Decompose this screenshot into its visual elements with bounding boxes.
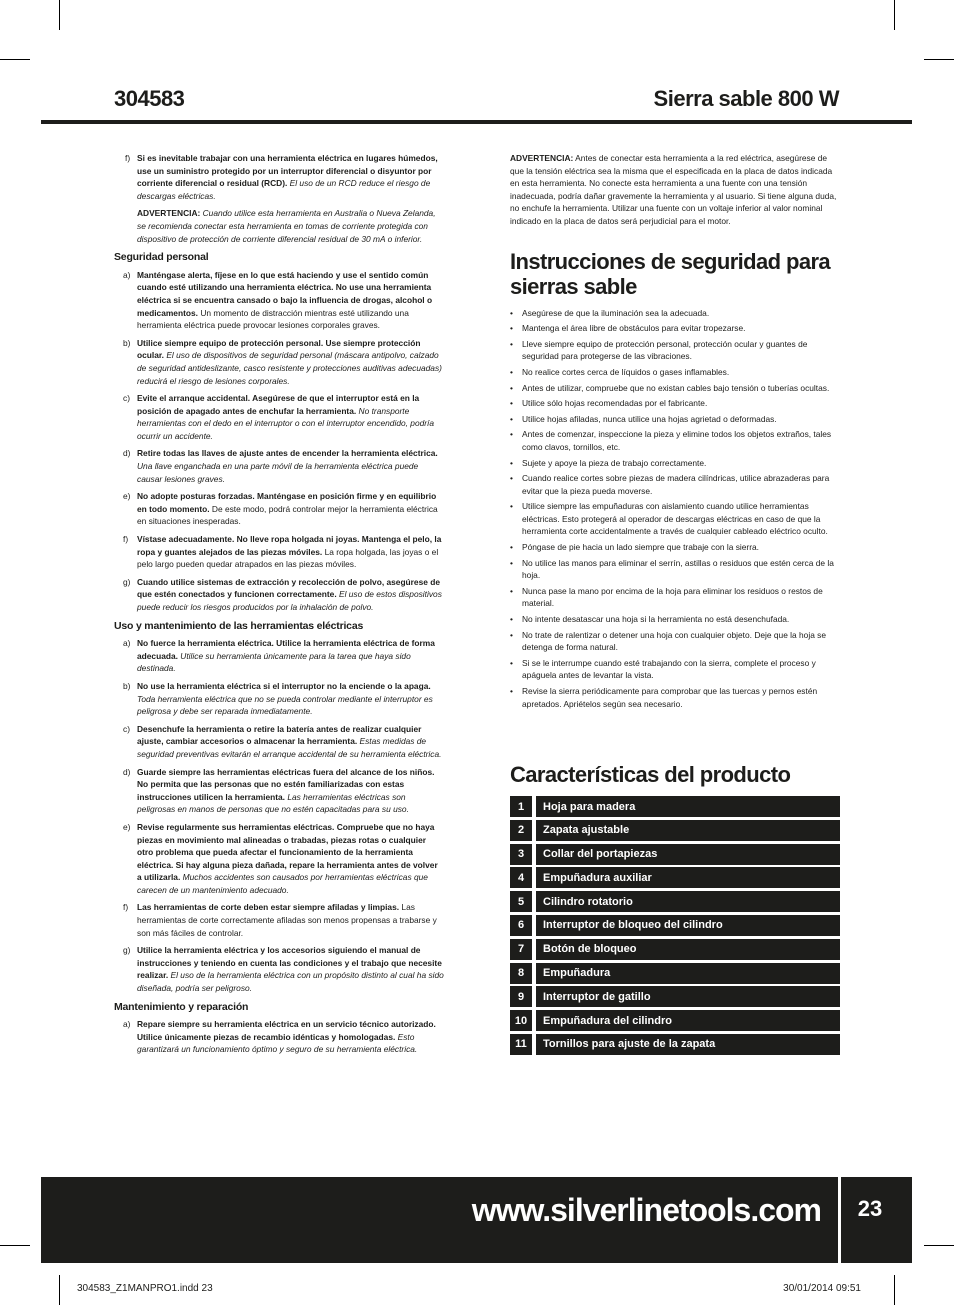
crop-mark xyxy=(894,1275,895,1305)
feature-row xyxy=(510,939,840,960)
features-heading: Características del producto xyxy=(510,762,791,787)
item-text: De este modo, podrá controlar mejor la herramienta eléctrica en situaciones inesperadas. xyxy=(137,503,438,527)
crop-mark xyxy=(0,59,30,60)
item-text: Las herramientas eléctricas son peligrosas en manos de personas que no estén capacitadas para su uso. xyxy=(137,791,409,815)
safety-bullets xyxy=(510,307,840,711)
feature-label: Interruptor de gatillo xyxy=(536,986,840,1007)
section-title-personal: Seguridad personal xyxy=(114,251,209,264)
list-item xyxy=(114,269,444,332)
list-item xyxy=(114,533,444,571)
item-text: Las herramientas de corte correctamente afiladas son menos propensas a trabarse y son más fáciles de controlar. xyxy=(137,902,437,938)
item-label: g) xyxy=(123,576,131,587)
feature-label: Empuñadura xyxy=(536,963,840,984)
item-text: Toda herramienta eléctrica que no se pueda controlar mediante el interruptor es peligrosa y debe ser reparada inmediatamente. xyxy=(137,693,433,717)
list-item xyxy=(114,821,444,897)
item-bold-text: Manténgase alerta, fíjese en lo que está haciendo y use el sentido común cuando esté utilizando una herramienta eléctrica. No use una herramienta eléctrica si se encuentra cansado o bajo la influencia de drogas, alcohol o medicamentos. xyxy=(137,269,433,318)
crop-mark xyxy=(924,1245,954,1246)
item-bold-text: Retire todas las llaves de ajuste antes de encender la herramienta eléctrica. xyxy=(137,448,438,459)
features-table xyxy=(510,796,840,1058)
item-label: c) xyxy=(123,393,130,404)
bullet-item: • Antes de comenzar, inspeccione la pieza y elimine todos los objetos extraños, tales como clavos, tornillos, etc. xyxy=(510,428,840,453)
bullet-item: • No trate de ralentizar o detener una hoja con cualquier objeto. Deje que la hoja se detenga de forma natural. xyxy=(510,629,840,654)
list-item xyxy=(114,766,444,816)
slug-filename: 304583_Z1MANPRO1.indd 23 xyxy=(77,1283,213,1294)
list-item xyxy=(114,944,444,994)
feature-row xyxy=(510,963,840,984)
bullet-item: • No realice cortes cerca de líquidos o gases inflamables. xyxy=(510,366,840,379)
item-label: d) xyxy=(123,448,131,459)
feature-label: Collar del portapiezas xyxy=(536,844,840,865)
list-item xyxy=(114,680,444,718)
item-label: f) xyxy=(123,902,129,913)
australia-warning: ADVERTENCIA: Cuando utilice esta herramienta en Australia o Nueva Zelanda, se recomienda conectar esta herramienta en tomas de corriente protegida con dispositivo de protección de corriente diferencial residual de 30 mA o inferior. xyxy=(137,208,436,244)
item-text: Muchos accidentes son causados por herramientas eléctricas que carecen de un mantenimiento adecuado. xyxy=(137,872,428,895)
list-item xyxy=(114,576,444,614)
page-title: Sierra sable 800 W xyxy=(653,86,839,111)
rcd-item: f) Si es inevitable trabajar con una herramienta eléctrica en lugares húmedos, use un suministro protegido por un interruptor diferencial o disyuntor por corriente diferencial o residual (RCD). El uso de un RCD reduce el riesgo de descargas eléctricas. xyxy=(125,153,438,201)
repair-list xyxy=(114,1018,444,1056)
feature-number: 1 xyxy=(510,796,532,817)
item-bold-text: Utilice siempre equipo de protección personal. Use siempre protección ocular. xyxy=(137,337,421,361)
item-text: El uso de la herramienta eléctrica con un propósito distinto al cual ha sido diseñada, podría ser peligroso. xyxy=(137,970,444,994)
item-text: El uso de estos dispositivos puede reducir los riesgos producidos por la inhalación de polvo. xyxy=(137,589,442,612)
feature-row xyxy=(510,1034,840,1055)
feature-row xyxy=(510,986,840,1007)
feature-row xyxy=(510,867,840,888)
item-bold-text: Guarde siempre las herramientas eléctricas fuera del alcance de los niños. No permita que las personas que no estén familiarizadas con estas instrucciones utilicen la herramienta. xyxy=(137,766,435,802)
bullet-item: • Utilice hojas afiladas, nunca utilice una hojas agrietad o deformadas. xyxy=(510,413,840,426)
item-label: e) xyxy=(123,821,131,832)
crop-mark xyxy=(894,0,895,30)
item-label: a) xyxy=(123,1019,131,1030)
item-bold-text: Revise regularmente sus herramientas eléctricas. Compruebe que no haya piezas en movimiento mal alineadas o trabadas, piezas rotas o cualquier otro problema que pueda afectar el funcionamiento de la herramienta eléctrica. Si hay alguna pieza dañada, repare la herramienta antes de volver a utilizarla. xyxy=(137,821,438,883)
item-bold-text: Evite el arranque accidental. Asegúrese de que el interruptor está en la posición de apagado antes de enchufar la herramienta. xyxy=(137,393,420,416)
slug-date: 30/01/2014 09:51 xyxy=(783,1283,861,1294)
item-text: Una llave enganchada en una parte móvil de la herramienta eléctrica puede causar lesiones graves. xyxy=(137,461,419,484)
product-code: 304583 xyxy=(114,86,185,111)
feature-number: 4 xyxy=(510,867,532,888)
feature-row xyxy=(510,915,840,936)
bullet-item: • Sujete y apoye la pieza de trabajo correctamente. xyxy=(510,457,840,470)
bullet-item: • Revise la sierra periódicamente para comprobar que las tuercas y pernos estén apretados. Apriételos según sea necesario. xyxy=(510,685,840,710)
bullet-item: • No intente desatascar una hoja si la herramienta no está desenchufada. xyxy=(510,613,840,626)
feature-number: 7 xyxy=(510,939,532,960)
bullet-item: • Asegúrese de que la iluminación sea la adecuada. xyxy=(510,307,840,320)
bullet-item: • Utilice sólo hojas recomendadas por el fabricante. xyxy=(510,397,840,410)
crop-mark xyxy=(924,59,954,60)
safety-heading: Instrucciones de seguridad para sierras sable xyxy=(510,248,831,299)
feature-label: Zapata ajustable xyxy=(536,820,840,841)
crop-mark xyxy=(0,1245,30,1246)
feature-label: Interruptor de bloqueo del cilindro xyxy=(536,915,840,936)
list-item xyxy=(114,447,444,485)
bullet-item: • Póngase de pie hacia un lado siempre que trabaje con la sierra. xyxy=(510,541,840,554)
feature-number: 5 xyxy=(510,891,532,912)
item-text: Un momento de distracción mientras esté utilizando una herramienta eléctrica puede provocar lesiones corporales graves. xyxy=(137,307,409,331)
feature-row xyxy=(510,844,840,865)
feature-row xyxy=(510,820,840,841)
item-bold-text: Repare siempre su herramienta eléctrica en un servicio técnico autorizado. Utilice únicamente piezas de recambio idénticas y homologadas. xyxy=(137,1019,436,1042)
bullet-item: • Mantenga el área libre de obstáculos para evitar tropezarse. xyxy=(510,322,840,335)
bullet-item: • Nunca pase la mano por encima de la hoja para eliminar los residuos o restos de material. xyxy=(510,585,840,610)
item-text: El uso de dispositivos de seguridad personal (máscara antipolvo, calzado de seguridad antideslizante, casco resistente y protecciones auditivas adecuadas) reducirá el riesgo de lesiones corporales. xyxy=(137,350,442,386)
item-text: No transporte herramientas con el dedo en el interruptor o con el interruptor encendido, podría ocurrir un accidente. xyxy=(137,405,435,441)
item-label: d) xyxy=(123,766,131,777)
item-text: Utilice su herramienta únicamente para la tarea que haya sido destinada. xyxy=(137,650,411,674)
header-rule xyxy=(41,120,912,124)
feature-row xyxy=(510,1010,840,1031)
item-label: f) xyxy=(123,534,129,545)
list-item xyxy=(114,392,444,442)
bullet-item: • Lleve siempre equipo de protección personal, protección ocular y guantes de seguridad para protegerse de las vibraciones. xyxy=(510,338,840,363)
left-column xyxy=(114,152,444,1061)
feature-label: Cilindro rotatorio xyxy=(536,891,840,912)
list-item xyxy=(114,723,444,761)
feature-number: 11 xyxy=(510,1034,532,1055)
section-title-use: Uso y mantenimiento de las herramientas eléctricas xyxy=(114,619,364,632)
bullet-item: • Antes de utilizar, compruebe que no existan cables bajo tensión o tuberías ocultas. xyxy=(510,382,840,395)
item-label: c) xyxy=(123,723,130,734)
item-label: b) xyxy=(123,680,131,691)
item-label: g) xyxy=(123,945,131,956)
list-item xyxy=(114,901,444,939)
feature-label: Botón de bloqueo xyxy=(536,939,840,960)
item-bold-text: No adopte posturas forzadas. Manténgase en posición firme y en equilibrio en todo momento. xyxy=(137,491,437,514)
item-bold-text: Utilice la herramienta eléctrica y los accesorios siguiendo el manual de instrucciones y teniendo en cuenta las condiciones y el trabajo que necesite realizar. xyxy=(137,945,442,981)
feature-label: Hoja para madera xyxy=(536,796,840,817)
page-number: 23 xyxy=(857,1196,883,1221)
feature-label: Tornillos para ajuste de la zapata xyxy=(536,1034,840,1055)
mains-warning: ADVERTENCIA: Antes de conectar esta herramienta a la red eléctrica, asegúrese de que la tensión eléctrica sea la misma que el especificada en la placa de datos indicada en esta herramienta. No conecte esta herramienta a una fuente con una tensión inadecuada, podría dañar gravemente la herramienta y al usuario. Si tiene alguna duda, no enchufe la herramienta. Utilizar una fuente con un voltaje inferior al valor nominal indicado en la placa de datos será perjudicial para el motor. xyxy=(510,153,837,226)
bullet-item: • Cuando realice cortes sobre piezas de madera cilíndricas, utilice abrazaderas para evitar que la pieza pueda moverse. xyxy=(510,472,840,497)
item-bold-text: No use la herramienta eléctrica si el interruptor no la enciende o la apaga. xyxy=(137,680,431,691)
list-item xyxy=(114,637,444,675)
item-text: Esto garantizará un funcionamiento óptimo y seguro de su herramienta eléctrica. xyxy=(137,1031,418,1055)
section-title-maintenance: Mantenimiento y reparación xyxy=(114,1000,249,1013)
item-bold-text: Desenchufe la herramienta o retire la batería antes de realizar cualquier ajuste, cambiar accesorios o almacenar la herramienta. xyxy=(137,723,422,747)
list-item xyxy=(114,490,444,528)
item-label: b) xyxy=(123,337,131,348)
item-bold-text: Las herramientas de corte deben estar siempre afiladas y limpias. xyxy=(137,902,400,913)
item-bold-text: Cuando utilice sistemas de extracción y recolección de polvo, asegúrese de que estén conectados y funcionen correctamente. xyxy=(137,576,441,600)
bullet-item: • No utilice las manos para eliminar el serrín, astillas o residuos que estén cerca de la hoja. xyxy=(510,557,840,582)
bullet-item: • Utilice siempre las empuñaduras con aislamiento cuando utilice herramientas eléctricas. Esto protegerá al operador de descargas eléctricas en caso de que la herramienta corte accidentalmente a través de cualquier cableado eléctrico oculto. xyxy=(510,500,840,538)
feature-label: Empuñadura del cilindro xyxy=(536,1010,840,1031)
feature-row xyxy=(510,796,840,817)
crop-mark xyxy=(59,1275,60,1305)
item-bold-text: Vístase adecuadamente. No lleve ropa holgada ni joyas. Mantenga el pelo, la ropa y guantes alejados de las piezas móviles. xyxy=(137,534,442,557)
item-label: e) xyxy=(123,491,131,502)
crop-mark xyxy=(59,0,60,30)
list-item xyxy=(114,1018,444,1056)
website-url: www.silverlinetools.com xyxy=(471,1192,821,1228)
item-bold-text: No fuerce la herramienta eléctrica. Utilice la herramienta eléctrica de forma adecuada. xyxy=(137,638,435,661)
feature-number: 3 xyxy=(510,844,532,865)
feature-label: Empuñadura auxiliar xyxy=(536,867,840,888)
feature-number: 2 xyxy=(510,820,532,841)
bullet-item: • Si se le interrumpe cuando esté trabajando con la sierra, complete el proceso y apáguela antes de levantar la vista. xyxy=(510,657,840,682)
use-maintenance-list xyxy=(114,637,444,994)
feature-row xyxy=(510,891,840,912)
feature-number: 9 xyxy=(510,986,532,1007)
item-label: a) xyxy=(123,269,131,280)
list-item xyxy=(114,337,444,387)
right-column xyxy=(510,152,840,713)
feature-number: 8 xyxy=(510,963,532,984)
item-text: La ropa holgada, las joyas o el pelo largo pueden quedar atrapados en las piezas móviles. xyxy=(137,546,439,570)
feature-number: 10 xyxy=(510,1010,532,1031)
feature-number: 6 xyxy=(510,915,532,936)
item-label: a) xyxy=(123,638,131,649)
item-text: Estas medidas de seguridad preventivas evitarán el arranque accidental de su herramienta eléctrica. xyxy=(137,736,442,759)
personal-safety-list xyxy=(114,269,444,614)
